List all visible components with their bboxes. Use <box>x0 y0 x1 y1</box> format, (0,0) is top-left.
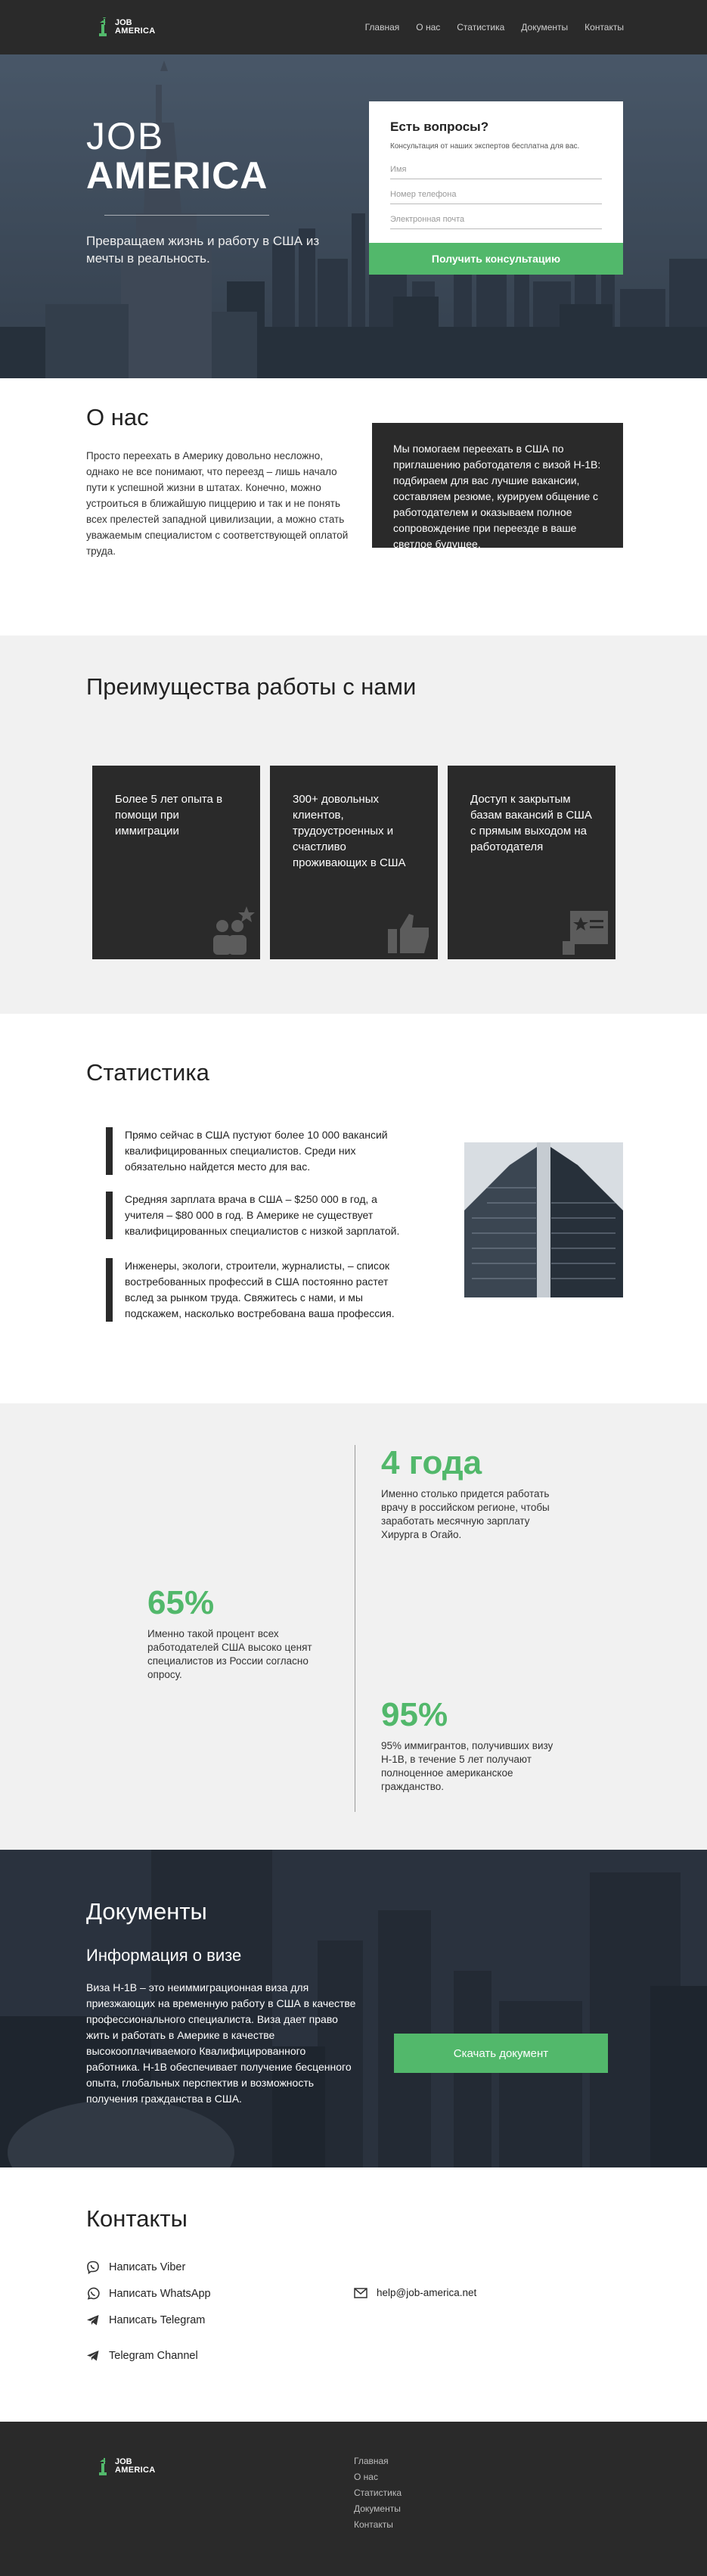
contacts-title: Контакты <box>86 2205 188 2232</box>
number-text: 95% иммигрантов, получивших визу H-1B, в течение 5 лет получают полноценное американское гражданство. <box>381 1740 554 1792</box>
advantages-title: Преимущества работы с нами <box>86 673 417 700</box>
telegram-channel-link-label: Telegram Channel <box>109 2350 198 2362</box>
get-consultation-button[interactable]: Получить консультацию <box>369 243 623 275</box>
consultation-form <box>369 101 623 275</box>
documents-section <box>0 1850 707 2167</box>
email-link[interactable] <box>354 2287 476 2298</box>
whatsapp-icon <box>86 2287 100 2301</box>
footer-logo-text-line2: AMERICA <box>115 2466 156 2475</box>
skyscraper-image <box>464 1142 623 1297</box>
name-field[interactable] <box>390 159 602 179</box>
viber-link-label: Написать Viber <box>109 2261 186 2273</box>
email-link-label: help@job-america.net <box>377 2287 477 2298</box>
hero-title-line1: JOB <box>86 115 165 157</box>
advantage-card <box>448 766 616 959</box>
telegram-icon <box>86 2313 100 2327</box>
number-text: Именно такой процент всех работодателей США высоко ценят специалистов из России согласно опросу. <box>147 1628 312 1680</box>
statistics-section <box>0 1014 707 1403</box>
nav-item-home[interactable]: Главная <box>364 22 400 33</box>
statistics-title: Статистика <box>86 1059 209 1086</box>
telegram-link-label: Написать Telegram <box>109 2314 206 2326</box>
phone-field[interactable] <box>390 184 602 204</box>
logo-text-line2: AMERICA <box>115 26 156 36</box>
statue-of-liberty-icon <box>95 17 110 37</box>
mail-icon <box>354 2288 367 2298</box>
download-document-button[interactable]: Скачать документ <box>394 2034 608 2073</box>
document-star-icon <box>560 903 612 956</box>
whatsapp-link[interactable] <box>86 2287 211 2301</box>
users-star-icon <box>204 903 257 956</box>
number-value: 95% <box>381 1696 448 1733</box>
advantage-card-text: 300+ довольных клиентов, трудоустроенных и счастливо проживающих в США <box>293 793 406 869</box>
hero-section <box>0 54 707 378</box>
advantage-card <box>270 766 438 959</box>
logo-text-line1: JOB <box>115 18 132 27</box>
viber-icon <box>86 2261 100 2274</box>
about-highlight-box <box>372 423 623 548</box>
form-description: Консультация от наших экспертов бесплатна для вас. <box>390 142 580 151</box>
footer-nav-item-contacts[interactable]: Контакты <box>354 2519 393 2530</box>
advantages-section <box>0 635 707 1014</box>
footer-nav-item-documents[interactable]: Документы <box>354 2503 401 2514</box>
about-section <box>0 378 707 635</box>
site-header <box>0 0 707 54</box>
number-block <box>381 1445 563 1542</box>
hero-title <box>86 117 268 195</box>
number-text: Именно столько придется работать врачу в российском регионе, чтобы заработать месячную зарплату Хирурга в Огайо. <box>381 1488 550 1540</box>
statistic-text: Средняя зарплата врача в США – $250 000 в год, а учителя – $80 000 в год. В Америке не существует квалифицированных специалистов с низкой зарплатой. <box>125 1193 400 1237</box>
whatsapp-link-label: Написать WhatsApp <box>109 2288 211 2300</box>
main-nav <box>365 22 624 33</box>
thumbs-up-icon <box>382 903 435 956</box>
about-highlight-text: Мы помогаем переехать в США по приглашению работодателя с визой H-1B: подбираем для вас лучшие вакансии, составляем резюме, курируем общение с работодателем и оказываем полное сопровождение при переезде в ваше светлое будущее. <box>393 443 601 550</box>
number-block <box>147 1585 329 1682</box>
advantage-card <box>92 766 260 959</box>
email-field[interactable] <box>390 209 602 229</box>
footer-nav-item-statistics[interactable]: Статистика <box>354 2487 402 2498</box>
footer-nav-item-about[interactable]: О нас <box>354 2472 378 2482</box>
nav-item-statistics[interactable]: Статистика <box>457 22 505 33</box>
telegram-channel-link[interactable] <box>86 2349 198 2363</box>
form-title: Есть вопросы? <box>390 120 489 134</box>
advantage-card-text: Доступ к закрытым базам вакансий в США с прямым выходом на работодателя <box>470 793 592 853</box>
number-block <box>381 1697 563 1794</box>
statistic-item <box>106 1192 408 1239</box>
statistic-text: Прямо сейчас в США пустуют более 10 000 вакансий квалифицированных специалистов. Среди них обязательно найдется место для вас. <box>125 1129 388 1173</box>
number-value: 4 года <box>381 1444 482 1481</box>
telegram-link[interactable] <box>86 2313 205 2327</box>
hero-subtitle: Превращаем жизнь и работу в США из мечты в реальность. <box>86 234 320 266</box>
nav-item-documents[interactable]: Документы <box>521 22 569 33</box>
hero-divider <box>104 215 269 216</box>
number-value: 65% <box>147 1584 215 1621</box>
viber-link[interactable] <box>86 2261 185 2274</box>
advantage-card-text: Более 5 лет опыта в помощи при иммиграции <box>115 793 223 837</box>
visa-info-title: Информация о визе <box>86 1946 242 1965</box>
about-title: О нас <box>86 404 149 430</box>
documents-title: Документы <box>86 1898 207 1925</box>
statistic-item <box>106 1258 408 1322</box>
footer-nav-item-home[interactable]: Главная <box>354 2456 389 2466</box>
nav-item-about[interactable]: О нас <box>416 22 441 33</box>
site-footer <box>0 2422 707 2576</box>
about-text: Просто переехать в Америку довольно несложно, однако не все понимают, что переезд – лишь начало пути к успешной жизни в штатах. Конечно, можно устроиться в ближайшую пиццерию и так и не понять всех прелестей западной цивилизации, а можно стать уважаемым специалистом с соответствующей оплатой труда. <box>86 450 349 557</box>
footer-nav <box>354 2456 402 2530</box>
telegram-icon <box>86 2349 100 2363</box>
statue-of-liberty-icon <box>95 2456 110 2476</box>
hero-title-line2: AMERICA <box>86 154 268 197</box>
contacts-section <box>0 2167 707 2422</box>
nav-item-contacts[interactable]: Контакты <box>585 22 624 33</box>
footer-logo-text-line1: JOB <box>115 2457 132 2466</box>
statistic-text: Инженеры, экологи, строители, журналисты, – список востребованных профессий в США постоянно растет вслед за рынком труда. Свяжитесь с нами, и мы подскажем, насколько востребована ваша профессия. <box>125 1260 395 1319</box>
numbers-section <box>0 1403 707 1850</box>
logo[interactable] <box>95 17 155 37</box>
visa-info-text: Виза H-1B – это неиммиграционная виза для приезжающих на временную работу в США в качестве профессионального специалиста. Виза дает право жить и работать в Америке в качестве высокооплачиваемого Квалифицированного работника. H-1B обеспечивает получение бесценного опыта, глобальных перспектив и возможность получения гражданства в США. <box>86 1981 356 2105</box>
footer-logo[interactable] <box>95 2456 155 2476</box>
statistic-item <box>106 1127 408 1175</box>
